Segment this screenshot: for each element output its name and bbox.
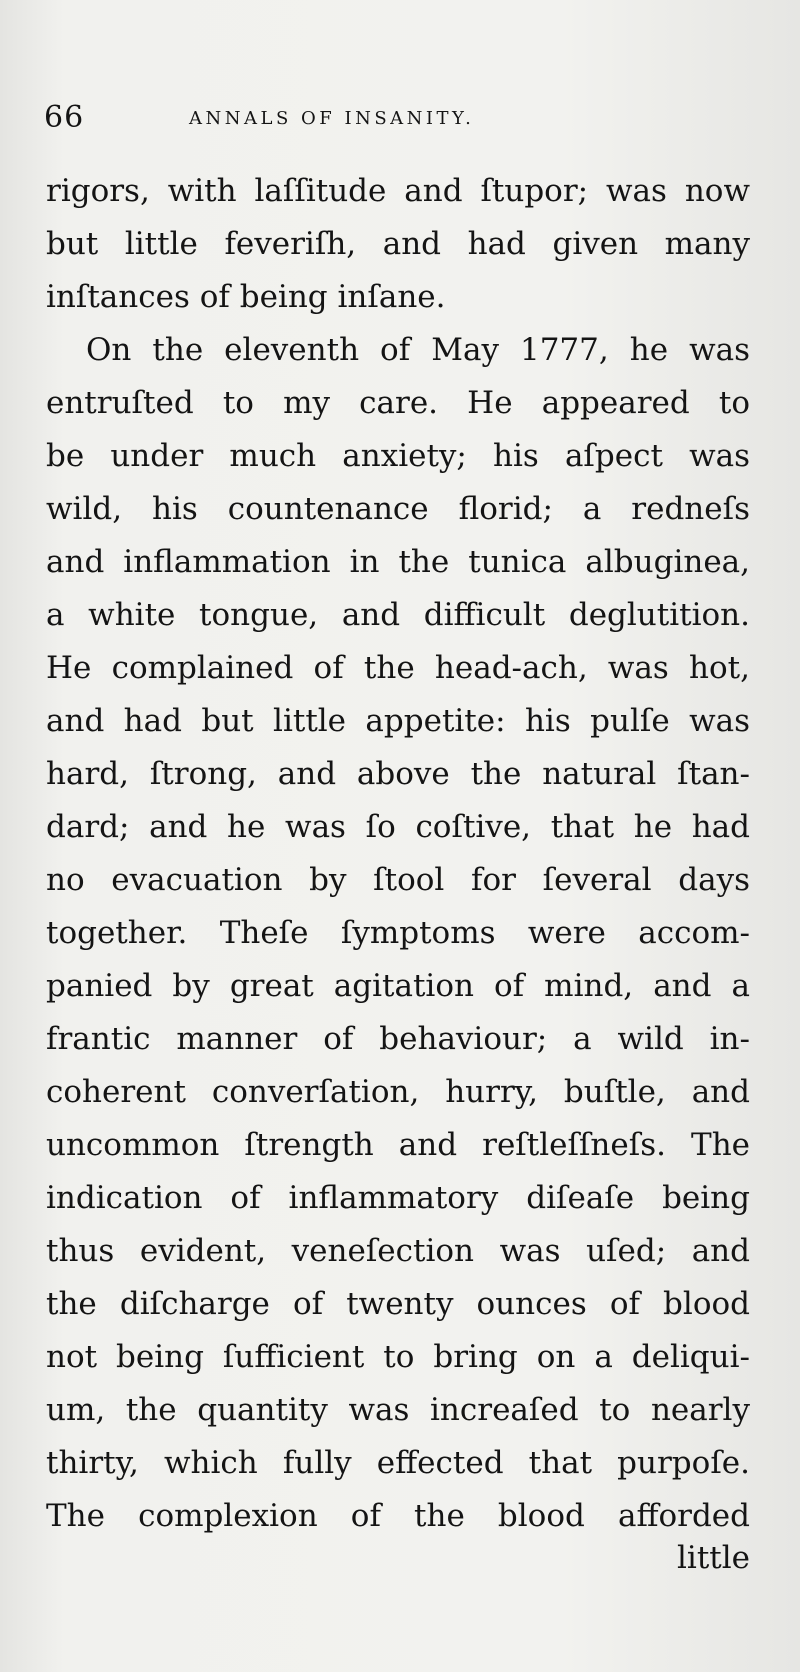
text-line: The complexion of the blood afforded: [46, 1498, 750, 1534]
text-line: coherent converſation, hurry, buſtle, and: [46, 1074, 750, 1110]
text-line: hard, ſtrong, and above the natural ſtan-: [46, 756, 750, 792]
text-line: entruſted to my care. He appeared to: [46, 385, 750, 421]
running-title: ANNALS OF INSANITY.: [189, 108, 475, 129]
text-line: um, the quantity was increaſed to nearly: [46, 1392, 750, 1428]
text-line: frantic manner of behaviour; a wild in-: [46, 1021, 750, 1057]
text-line: He complained of the head-ach, was hot,: [46, 650, 750, 686]
text-line: On the eleventh of May 1777, he was: [86, 332, 750, 368]
text-line: wild, his countenance florid; a redneſs: [46, 491, 750, 527]
text-line: dard; and he was ſo coſtive, that he had: [46, 809, 750, 845]
text-line: not being ſufficient to bring on a deliqui-: [46, 1339, 750, 1375]
text-line: no evacuation by ſtool for ſeveral days: [46, 862, 750, 898]
text-line: the diſcharge of twenty ounces of blood: [46, 1286, 750, 1322]
page-number: 66: [44, 100, 85, 135]
text-line: be under much anxiety; his aſpect was: [46, 438, 750, 474]
text-line: panied by great agitation of mind, and a: [46, 968, 750, 1004]
text-line: and had but little appetite: his pulſe was: [46, 703, 750, 739]
text-line: but little feveriſh, and had given many: [46, 226, 750, 262]
text-line: indication of inflammatory diſeaſe being: [46, 1180, 750, 1216]
text-line: and inflammation in the tunica albuginea,: [46, 544, 750, 580]
text-line: thus evident, veneſection was uſed; and: [46, 1233, 750, 1269]
text-line: rigors, with laſſitude and ſtupor; was now: [46, 173, 750, 209]
page-header: [44, 100, 604, 140]
catchword: little: [676, 1540, 750, 1576]
body-text: [46, 165, 750, 1543]
text-line: together. Theſe ſymptoms were accom-: [46, 915, 750, 951]
text-line: inſtances of being inſane.: [46, 279, 446, 315]
text-line: a white tongue, and difficult deglutition.: [46, 597, 750, 633]
text-line: thirty, which fully effected that purpoſe.: [46, 1445, 750, 1481]
text-line: uncommon ſtrength and reſtleſſneſs. The: [46, 1127, 750, 1163]
